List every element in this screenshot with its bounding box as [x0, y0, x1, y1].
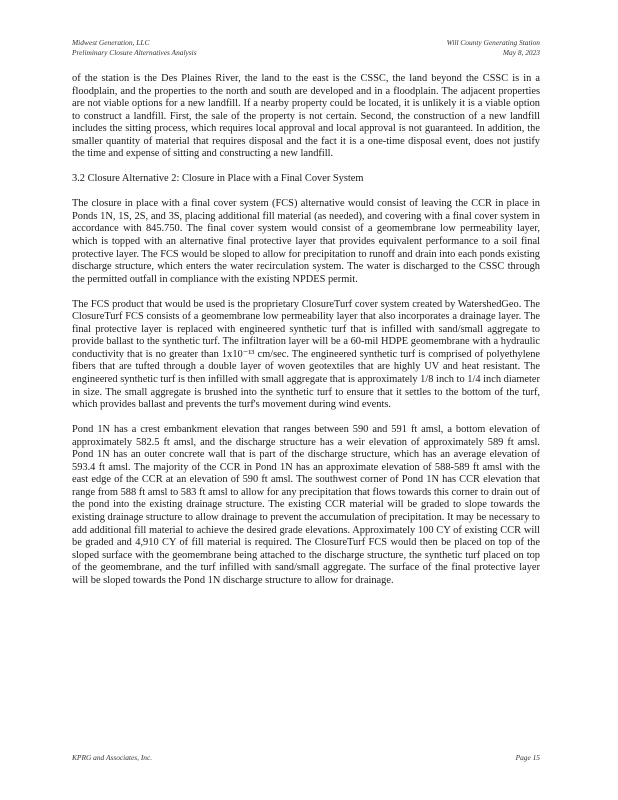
paragraph-fcs-product: The FCS product that would be used is the proprietary ClosureTurf cover system created by WatershedGeo. The ClosureTurf FCS consists of a geomembrane low permeability layer that also incorporates a drainage layer. The final protective layer is replaced with engineered synthetic turf that is infilled with sand/small aggregate to provide ballast to the synthetic turf. The infiltration layer will be a 60-mil HDPE geomembrane with a hydraulic conductivity that is no greater than 1x10⁻¹³ cm/sec. The engineered synthetic turf is comprised of polyethylene fibers that are tufted through a double layer of woven geotextiles that are highly UV and heat resistant. The engineered synthetic turf is then infilled with small aggregate that is approximately 1/8 inch to 1/4 inch diameter in size. The small aggregate is brushed into the synthetic turf to ensure that it settles to the bottom of the turf, which provides ballast and prevents the turf's movement during wind events. [72, 298, 540, 411]
header-company: Midwest Generation, LLC [72, 38, 150, 47]
header-left [72, 38, 197, 58]
footer-company: KPRG and Associates, Inc. [72, 753, 153, 762]
header-date: May 8, 2023 [502, 48, 540, 57]
header-doc-title: Preliminary Closure Alternatives Analysis [72, 48, 197, 57]
header-right [447, 38, 540, 58]
paragraph-landfill-options: of the station is the Des Plaines River, the land to the east is the CSSC, the land beyond the CSSC is in a floodplain, and the properties to the north and south are developed and in a floodplain. The adjacent properties are not viable options for a new landfill. If a nearby property could be located, it is unlikely it is a viable option to construct a landfill. First, the sale of the property is not certain. Second, the construction of a new landfill includes the sitting process, which requires local approval and local approval is not guaranteed. In addition, the smaller quantity of material that requires disposal and the fact it is a one-time disposal event, does not justify the time and expense of sitting and constructing a new landfill. [72, 73, 540, 160]
section-heading: 3.2 Closure Alternative 2: Closure in Place with a Final Cover System [72, 173, 364, 185]
header-site: Will County Generating Station [446, 38, 540, 47]
paragraph-pond-1n: Pond 1N has a crest embankment elevation that ranges between 590 and 591 ft amsl, a bottom elevation of approximately 582.5 ft amsl, and the discharge structure has a weir elevation of approximately 589 ft amsl. Pond 1N has an outer concrete wall that is part of the discharge structure, which has an average elevation of 593.4 ft amsl. The majority of the CCR in Pond 1N has an approximate elevation of 588-589 ft amsl with the east edge of the CCR at an elevation of 590 ft amsl. The southwest corner of Pond 1N has CCR elevation that range from 588 ft amsl to 583 ft amsl to allow for any precipitation that flows towards this corner to drain out of the pond into the existing drainage structure. The existing CCR material will be graded to slope towards the existing drainage structure to allow drainage to prevent the accumulation of precipitation. It may be necessary to add additional fill material to achieve the desired grade elevations. Approximately 100 CY of existing CCR will be graded and 4,910 CY of fill material is required. The ClosureTurf FCS would then be placed on top of the sloped surface with the geomembrane being attached to the discharge structure, the synthetic turf placed on top of the geomembrane, and the turf infilled with sand/small aggregate. The surface of the final protective layer will be sloped towards the Pond 1N discharge structure to allow for drainage. [72, 424, 540, 586]
document-body [72, 73, 540, 600]
page-number: Page 15 [515, 753, 540, 762]
paragraph-closure-in-place: The closure in place with a final cover system (FCS) alternative would consist of leaving the CCR in place in Ponds 1N, 1S, 2S, and 3S, placing additional fill material (as needed), and covering with a final cover system in accordance with 845.750. The final cover system would consist of a geomembrane low permeability layer, which is topped with an alternative final protective layer that provides equivalent performance to a soil final protective layer. The FCS would be sloped to allow for precipitation to runoff and drain into each ponds existing discharge structure, which enters the water recirculation system. The water is discharged to the CSSC through the permitted outfall in compliance with the existing NPDES permit. [72, 198, 540, 285]
